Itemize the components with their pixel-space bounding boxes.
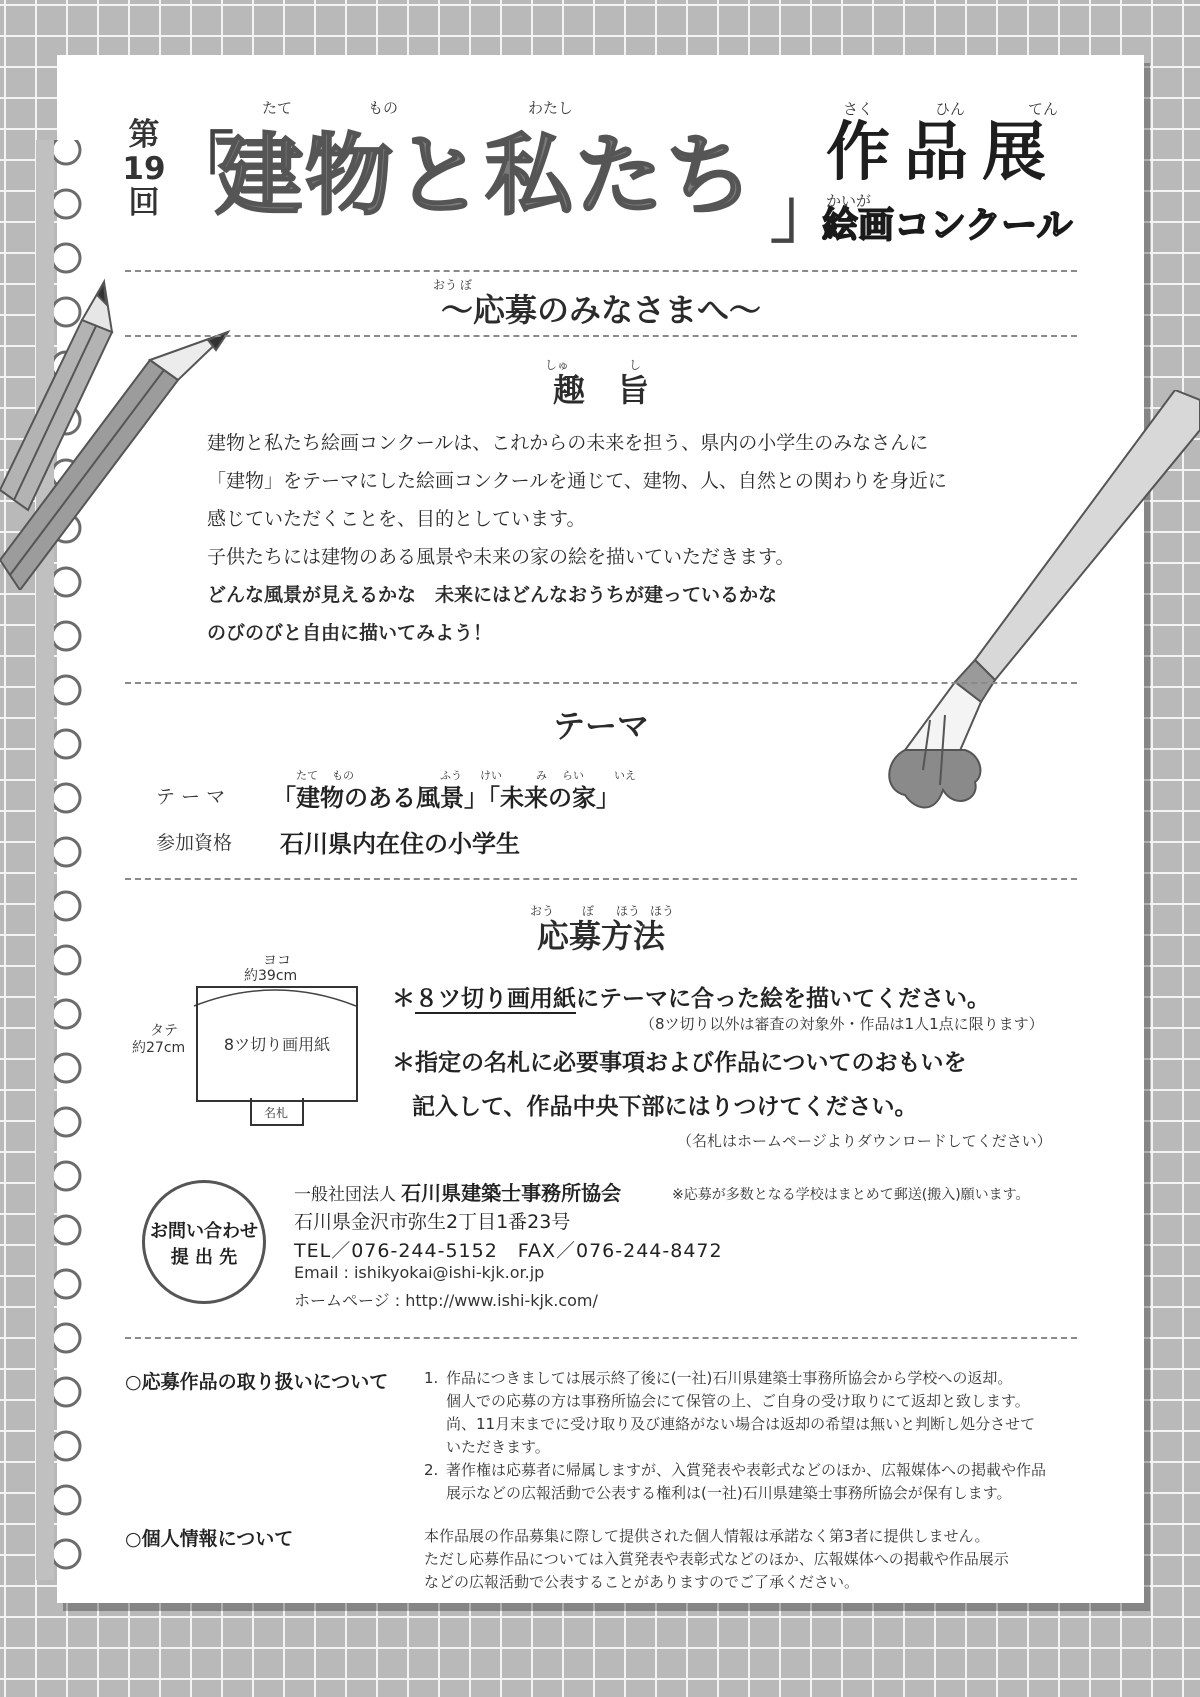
handling-item1-line: いただきます。 (446, 1438, 550, 1456)
contact-badge (142, 1180, 266, 1304)
purpose-bold-line: どんな風景が見えるかな 未来にはどんなおうちが建っているかな (207, 584, 778, 606)
rule-2 (392, 1044, 967, 1077)
contest-ruby: かいが (826, 192, 872, 210)
handling-item2-no: 2. (424, 1461, 439, 1479)
exhibition-title: 作品展 (826, 116, 1060, 190)
method-heading: 応募方法 (536, 917, 665, 955)
purpose-line: 「建物」をテーマにした絵画コンクールを通じて、建物、人、自然との関わりを身近に (207, 470, 947, 492)
rule-1-underlined: ８ツ切り画用紙 (415, 986, 576, 1012)
theme-ruby: けい (480, 769, 502, 782)
contact-org (294, 1177, 621, 1206)
contact-badge-line2: 提 出 先 (170, 1247, 238, 1268)
contact-org-name: 石川県建築士事務所協会 (401, 1181, 622, 1205)
contact-badge-line1: お問い合わせ (150, 1221, 258, 1242)
handling-heading: ○応募作品の取り扱いについて (125, 1371, 389, 1393)
divider (125, 682, 1077, 684)
theme-ruby: いえ (614, 769, 636, 782)
title-open-bracket: 「 (168, 124, 234, 202)
exhibition-ruby-saku: さく (843, 100, 874, 118)
theme-ruby: ふう (440, 769, 462, 782)
purpose-ruby-shu: しゅ (545, 358, 570, 372)
exhibition-ruby-hin: ひん (935, 100, 966, 118)
purpose-line: 感じていただくことを、目的としています。 (207, 508, 586, 530)
diagram-paper-label: 8ツ切り画用紙 (223, 1035, 331, 1054)
rule-2-mark: ＊ (392, 1050, 415, 1076)
title-ruby-tate: たて (262, 99, 293, 117)
divider (125, 335, 1077, 337)
divider (125, 878, 1077, 880)
theme-label: テ ー マ (156, 786, 226, 808)
purpose-line: 建物と私たち絵画コンクールは、これからの未来を担う、県内の小学生のみなさんに (207, 432, 929, 454)
title-ruby-mono: もの (368, 99, 399, 117)
eligibility-value: 石川県内在住の小学生 (280, 830, 520, 858)
contact-address: 石川県金沢市弥生2丁目1番23号 (294, 1211, 571, 1233)
contact-phone-fax: TEL／076-244-5152 FAX／076-244-8472 (294, 1240, 723, 1262)
purpose-line: 子供たちには建物のある風景や未来の家の絵を描いていただきます。 (207, 546, 795, 568)
contact-email[interactable]: Email : ishikyokai@ishi-kjk.or.jp (294, 1263, 545, 1282)
diagram-height-value: 約27cm (132, 1040, 186, 1056)
theme-value: 「建物のある風景」「未来の家」 (272, 784, 620, 812)
method-ruby: おう (530, 904, 555, 918)
main-title: 建物と私たち (215, 124, 756, 227)
purpose-bold-line: のびのびと自由に描いてみよう！ (207, 622, 493, 644)
rule-2-note: （名札はホームページよりダウンロードしてください） (677, 1132, 1052, 1150)
handling-item1 (446, 1367, 1035, 1459)
theme-ruby: らい (562, 769, 584, 782)
title-close-bracket: 」 (770, 174, 836, 252)
rule-1-mark: ＊ (392, 986, 415, 1012)
privacy-heading: ○個人情報について (125, 1528, 294, 1550)
theme-ruby: もの (332, 769, 354, 782)
divider (125, 270, 1077, 272)
contact-note: ※応募が多数となる学校はまとめて郵送(搬入)願います。 (672, 1187, 1030, 1203)
diagram-height-label: タテ (150, 1023, 178, 1039)
exhibition-ruby-ten: てん (1028, 100, 1059, 118)
handling-item1-no: 1. (424, 1369, 439, 1387)
rule-2-line2: 記入して、作品中央下部にはりつけてください。 (412, 1094, 918, 1120)
method-ruby: ぼ (582, 904, 595, 918)
method-ruby: ほう (616, 904, 641, 918)
edition-label: 第 19 回 (122, 117, 166, 221)
handling-item2-line: 展示などの広報活動で公表する権利は(一社)石川県建築士事務所協会が保有します。 (446, 1484, 1012, 1502)
handling-item2-line: 著作権は応募者に帰属しますが、入賞発表や表彰式などのほか、広報媒体への掲載や作品 (446, 1461, 1047, 1479)
purpose-body (207, 424, 947, 652)
contact-org-type: 一般社団法人 (294, 1185, 396, 1205)
title-ruby-watashi: わたし (528, 99, 574, 117)
rule-2-line1: 指定の名札に必要事項および作品についてのおもいを (415, 1050, 967, 1076)
privacy-line: 本作品展の作品募集に際して提供された個人情報は承諾なく第3者に提供しません。 (424, 1527, 990, 1545)
greeting-ruby-ou: おう (433, 278, 458, 292)
purpose-heading: 趣 旨 (552, 371, 649, 409)
contact-homepage[interactable]: ホームページ : http://www.ishi-kjk.com/ (294, 1291, 598, 1310)
contest-title: 絵画コンクール (822, 205, 1073, 246)
handling-item2 (446, 1459, 1046, 1505)
diagram-width-label: ヨコ (263, 953, 291, 969)
handling-item1-line: 個人での応募の方は事務所協会にて保管の上、ご自身の受け取りにて返却と致します。 (446, 1392, 1030, 1410)
greeting-heading: 〜応募のみなさまへ〜 (440, 291, 761, 329)
eligibility-label: 参加資格 (156, 832, 233, 854)
rule-1-note: （8ツ切り以外は審査の対象外・作品は1人1点に限ります） (640, 1015, 1044, 1033)
privacy-body (424, 1525, 1009, 1594)
divider (125, 1337, 1077, 1339)
method-ruby: ほう (650, 904, 675, 918)
privacy-line: などの広報活動で公表することがありますのでご了承ください。 (424, 1573, 860, 1591)
diagram-nametag-label: 名札 (263, 1106, 288, 1120)
rule-1 (392, 980, 990, 1013)
greeting-ruby-bo: ぼ (460, 278, 473, 292)
diagram-width-value: 約39cm (244, 968, 298, 984)
theme-ruby: たて (296, 769, 318, 782)
purpose-ruby-shi: し (629, 358, 642, 372)
privacy-line: ただし応募作品については入賞発表や表彰式などのほか、広報媒体への掲載や作品展示 (424, 1550, 1009, 1568)
handling-item1-line: 作品につきましては展示終了後に(一社)石川県建築士事務所協会から学校への返却。 (446, 1369, 1013, 1387)
theme-heading: テーマ (552, 707, 649, 745)
rule-1-rest: にテーマに合った絵を描いてください。 (576, 986, 990, 1012)
handling-item1-line: 尚、11月末までに受け取り及び連絡がない場合は返却の希望は無いと判断し処分させて (446, 1415, 1036, 1433)
theme-ruby: み (536, 769, 547, 782)
